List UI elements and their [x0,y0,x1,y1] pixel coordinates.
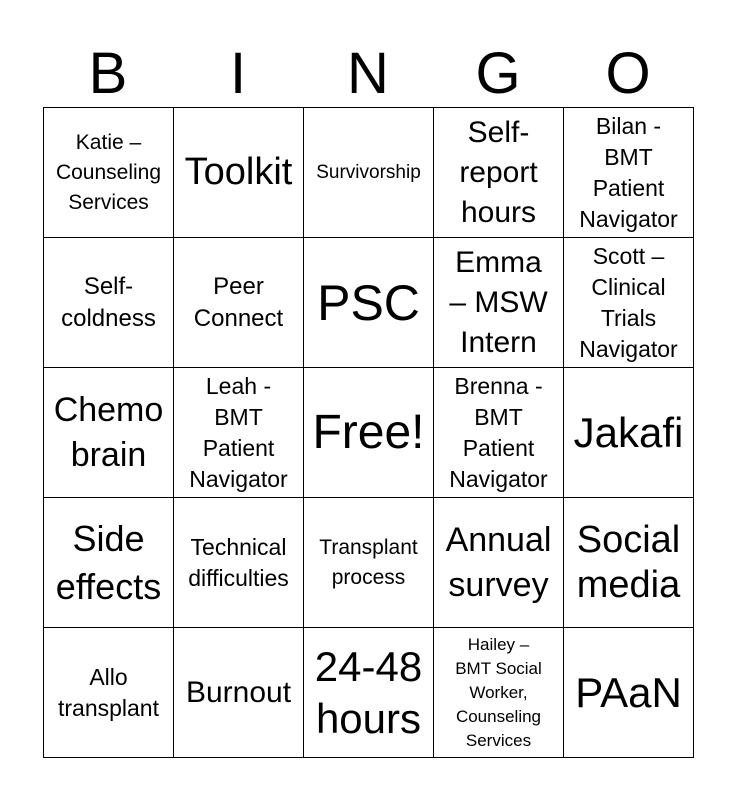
bingo-cell [174,108,304,238]
bingo-cell [564,108,694,238]
cell-text: Technical difficulties [188,533,289,591]
header-letter-n: N [347,41,389,106]
bingo-cell [564,368,694,498]
cell-text: 24-48 hours [314,642,423,742]
bingo-cell [564,238,694,368]
cell-text: Peer Connect [193,272,284,332]
cell-text: Brenna - BMT Patient Navigator [449,372,548,492]
cell-text: Social media [576,518,681,606]
bingo-cell [44,628,174,758]
bingo-header [43,40,693,108]
bingo-cell [304,368,434,498]
bingo-cell [44,498,174,628]
cell-text: Self- report hours [459,115,538,229]
bingo-cell [564,628,694,758]
bingo-cell [304,108,434,238]
bingo-cell [174,238,304,368]
header-letter-b: B [88,41,128,106]
cell-text: PAaN [575,668,682,716]
cell-text: Hailey – BMT Social Worker, Counseling Services [455,634,542,750]
cell-text: Survivorship [316,161,421,183]
bingo-cell [44,238,174,368]
bingo-cell [434,238,564,368]
bingo-cell [434,498,564,628]
cell-text: Transplant process [319,535,418,589]
bingo-cell [174,368,304,498]
cell-text: Katie – Counseling Services [55,130,162,214]
bingo-cell [434,628,564,758]
bingo-card [43,107,694,758]
header-letter-i: I [229,41,247,106]
bingo-cell [434,108,564,238]
cell-text: Emma – MSW Intern [449,245,548,359]
bingo-cell [174,628,304,758]
cell-text: Free! [312,405,425,459]
bingo-cell [174,498,304,628]
bingo-cell [304,238,434,368]
cell-text: Annual survey [445,520,552,604]
cell-text: Self- coldness [61,272,156,332]
bingo-cell [564,498,694,628]
cell-text: Allo transplant [57,663,159,721]
cell-text: Jakafi [573,408,684,456]
bingo-cell [44,108,174,238]
cell-text: Burnout [185,675,292,709]
bingo-cell [304,628,434,758]
cell-text: Bilan - BMT Patient Navigator [579,112,678,232]
header-letter-o: O [605,41,651,106]
header-letter-g: G [475,41,521,106]
cell-text: Toolkit [184,151,293,193]
cell-text: Leah - BMT Patient Navigator [189,372,288,492]
bingo-cell [304,498,434,628]
cell-text: Side effects [55,517,162,607]
bingo-cell [44,368,174,498]
cell-text: Chemo brain [53,390,164,474]
cell-text: PSC [317,274,420,331]
bingo-cell [434,368,564,498]
cell-text: Scott – Clinical Trials Navigator [579,242,678,362]
